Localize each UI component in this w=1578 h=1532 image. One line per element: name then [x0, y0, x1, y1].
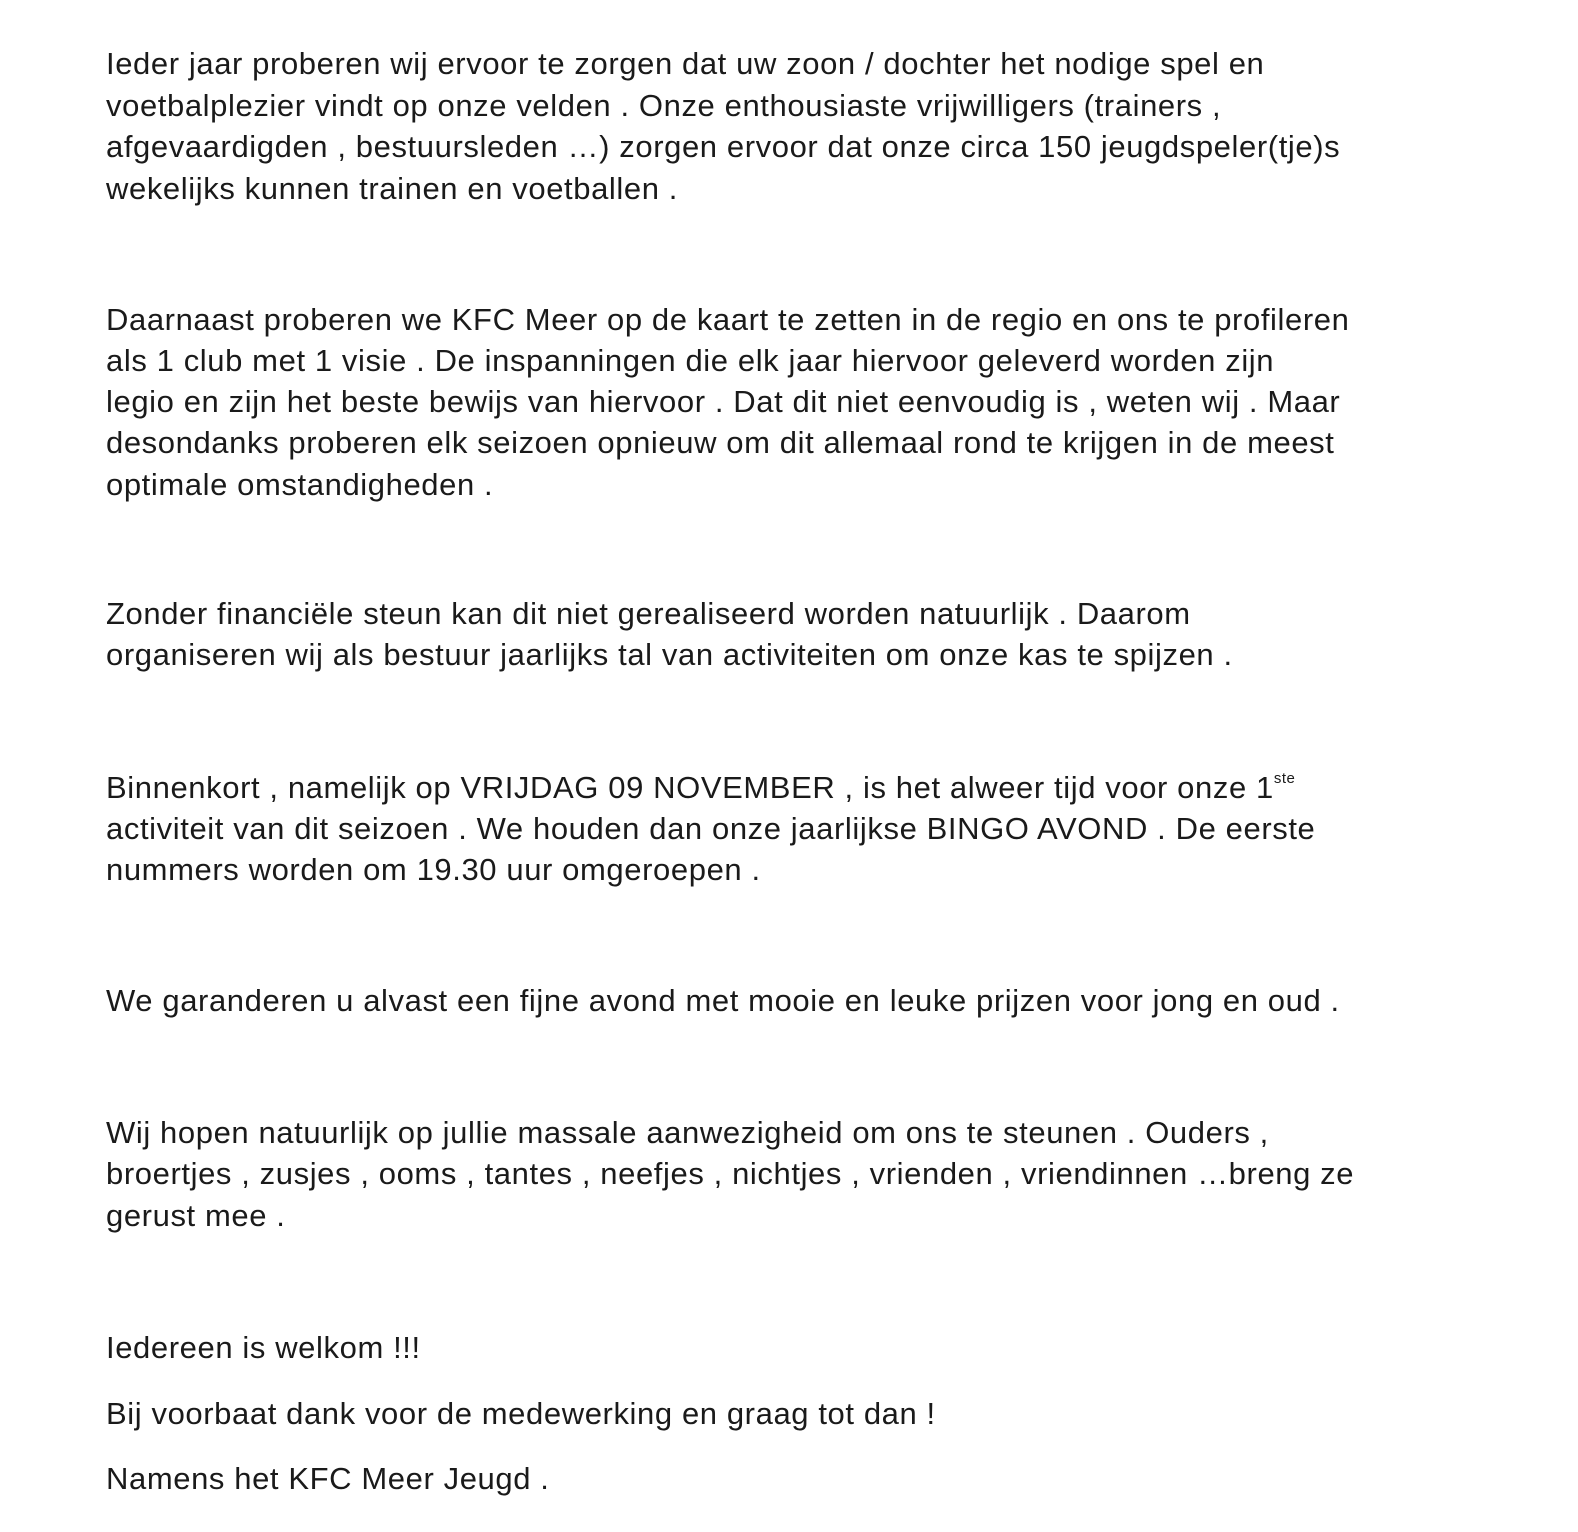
text-line: wekelijks kunnen trainen en voetballen .: [106, 171, 679, 206]
text-line: broertjes , zusjes , ooms , tantes , neefjes , nichtjes , vrienden , vriendinnen …breng ze: [106, 1156, 1355, 1191]
text-line: nummers worden om 19.30 uur omgeroepen .: [106, 852, 761, 887]
text-line: desondanks proberen elk seizoen opnieuw om dit allemaal rond te krijgen in de meest: [106, 425, 1335, 460]
text-line: optimale omstandigheden .: [106, 467, 494, 502]
text-line: [106, 772, 1295, 803]
text-line: Ieder jaar proberen wij ervoor te zorgen dat uw zoon / dochter het nodige spel en: [106, 46, 1265, 81]
text-line: Zonder financiële steun kan dit niet gerealiseerd worden natuurlijk . Daarom: [106, 596, 1191, 631]
text-line: We garanderen u alvast een fijne avond met mooie en leuke prijzen voor jong en oud .: [106, 983, 1340, 1018]
line-text: Binnenkort , namelijk op VRIJDAG 09 NOVEMBER , is het alweer tijd voor onze 1: [106, 770, 1274, 805]
text-line: legio en zijn het beste bewijs van hiervoor . Dat dit niet eenvoudig is , weten wij . Maar: [106, 384, 1341, 419]
closing-thanks: Bij voorbaat dank voor de medewerking en graag tot dan !: [106, 1396, 936, 1431]
text-line: activiteit van dit seizoen . We houden dan onze jaarlijkse BINGO AVOND . De eerste: [106, 811, 1316, 846]
text-line: als 1 club met 1 visie . De inspanningen die elk jaar hiervoor geleverd worden zijn: [106, 343, 1275, 378]
text-line: gerust mee .: [106, 1198, 286, 1233]
text-line: Daarnaast proberen we KFC Meer op de kaart te zetten in de regio en ons te profileren: [106, 302, 1350, 337]
closing-welcome: Iedereen is welkom !!!: [106, 1330, 421, 1365]
closing-signature: Namens het KFC Meer Jeugd .: [106, 1461, 550, 1496]
ordinal-superscript: ste: [1273, 770, 1296, 787]
text-line: Wij hopen natuurlijk op jullie massale aanwezigheid om ons te steunen . Ouders ,: [106, 1115, 1269, 1150]
text-line: voetbalplezier vindt op onze velden . Onze enthousiaste vrijwilligers (trainers ,: [106, 88, 1222, 123]
text-line: afgevaardigden , bestuursleden …) zorgen ervoor dat onze circa 150 jeugdspeler(tje)s: [106, 129, 1341, 164]
text-line: organiseren wij als bestuur jaarlijks tal van activiteiten om onze kas te spijzen .: [106, 637, 1233, 672]
